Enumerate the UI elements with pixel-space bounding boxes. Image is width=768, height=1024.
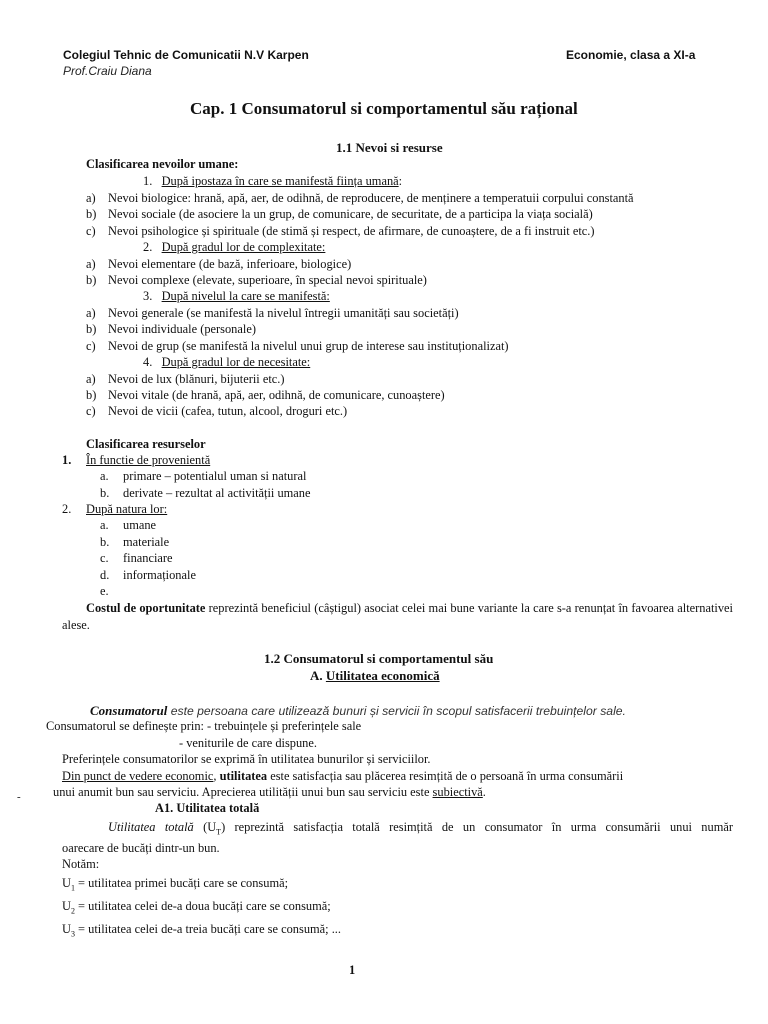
subsection-heading-a: [310, 669, 440, 683]
subjective-term: subiectivă: [432, 785, 483, 799]
consumer-defined-line-1: Consumatorul se definește prin: - trebuințele și preferințele sale: [46, 719, 362, 733]
needs-group-3-number: 3.: [143, 289, 153, 303]
list-item: financiare: [123, 551, 173, 565]
list-marker: c): [86, 339, 96, 353]
consumer-definition: [90, 704, 626, 718]
consumer-term: Consumatorul: [90, 703, 168, 718]
consumer-definition-text: este persoana care utilizează bunuri și servicii în scopul satisfacerii trebuințelor sale.: [167, 704, 626, 718]
list-marker: e.: [100, 584, 109, 598]
needs-group-4-title: [143, 355, 310, 369]
list-marker: d.: [100, 568, 110, 582]
needs-classification-label: Clasificarea nevoilor umane: [86, 157, 235, 171]
resources-group-2-number: 2.: [62, 502, 72, 516]
needs-group-1-title: [143, 174, 402, 188]
opportunity-cost-term: Costul de oportunitate: [86, 601, 206, 615]
consumer-defined-line-2: - veniturile de care dispune.: [179, 736, 317, 750]
list-marker: b.: [100, 486, 110, 500]
section-heading-1-2: 1.2 Consumatorul si comportamentul său: [264, 651, 494, 666]
utility-line-2-text: unui anumit bun sau serviciu. Aprecierea utilității unui bun sau serviciu este: [53, 785, 433, 799]
needs-group-1-label: După ipostaza în care se manifestă ființa umană: [161, 174, 399, 188]
list-item: Nevoi sociale (de asociere la un grup, de comunicare, de securitate, de a participa la viața socială): [108, 207, 593, 221]
subsection-prefix: A.: [310, 668, 326, 683]
utility-subscript: 3: [70, 929, 75, 939]
teacher-name: Prof.Craiu Diana: [63, 64, 152, 78]
total-utility-definition-text: ) reprezintă satisfacția totală resimțită de un consumator în urma consumării unui număr: [221, 820, 733, 834]
resources-group-1-number: 1.: [62, 453, 72, 467]
needs-group-4-number: 4.: [143, 355, 153, 369]
utility-notation-row: [62, 922, 341, 941]
page-number: 1: [349, 963, 356, 977]
needs-group-1-suffix: :: [398, 174, 403, 188]
economic-view-label: Din punct de vedere economic: [62, 769, 214, 783]
needs-group-3-label: După nivelul la care se manifestă:: [161, 289, 330, 303]
list-item: Nevoi de vicii (cafea, tutun, alcool, droguri etc.): [108, 404, 348, 418]
utility-definition-line-1: [62, 769, 623, 783]
needs-group-4-label: După gradul lor de necesitate:: [161, 355, 311, 369]
list-marker: b): [86, 388, 97, 402]
period: .: [482, 785, 486, 799]
list-marker: a): [86, 306, 96, 320]
total-utility-definition: [108, 820, 733, 839]
list-item: Nevoi complexe (elevate, superioare, în special nevoi spirituale): [108, 273, 427, 287]
list-marker: c): [86, 404, 96, 418]
total-utility-line-2: oarecare de bucăți dintr-un bun.: [62, 841, 220, 855]
utility-notation-row: [62, 899, 331, 918]
utility-subscript: 1: [70, 883, 75, 893]
total-utility-heading: A1. Utilitatea totală: [155, 801, 260, 815]
needs-group-1-number: 1.: [143, 174, 153, 188]
list-item: informaționale: [123, 568, 196, 582]
list-item: Nevoi de lux (blănuri, bijuterii etc.): [108, 372, 285, 386]
list-marker: a.: [100, 469, 109, 483]
utility-symbol: U: [62, 876, 71, 890]
page-title: Cap. 1 Consumatorul si comportamentul său rațional: [190, 99, 578, 118]
total-utility-term: Utilitatea totală: [108, 820, 194, 834]
side-mark: -: [17, 791, 21, 803]
total-utility-subscript: T: [216, 827, 222, 837]
needs-group-2-number: 2.: [143, 240, 153, 254]
list-marker: a.: [100, 518, 109, 532]
list-item: derivate – rezultat al activității umane: [123, 486, 311, 500]
subsection-title: Utilitatea economică: [325, 668, 440, 683]
utility-definition-text: este satisfacția sau plăcerea resimțită de o persoană în urma consumării: [267, 769, 624, 783]
section-heading-1-1: 1.1 Nevoi si resurse: [336, 140, 443, 155]
list-item: Nevoi biologice: hrană, apă, aer, de odihnă, de reproducere, de menținere a temperatuii corpului constantă: [108, 191, 634, 205]
list-marker: b): [86, 322, 97, 336]
needs-group-2-label: După gradul lor de complexitate:: [161, 240, 326, 254]
list-marker: a): [86, 191, 96, 205]
utility-symbol: U: [62, 899, 71, 913]
list-item: umane: [123, 518, 157, 532]
resources-group-1-title: În functie de provenientă: [86, 453, 211, 467]
resources-group-2-title: După natura lor:: [86, 502, 168, 516]
utility-notation-text: = utilitatea celei de-a doua bucăți care se consumă;: [74, 899, 331, 913]
needs-classification-colon: :: [234, 157, 239, 171]
needs-group-2-title: [143, 240, 325, 254]
list-item: Nevoi vitale (de hrană, apă, aer, odihnă, de comunicare, cunoaștere): [108, 388, 445, 402]
list-item: Nevoi psihologice și spirituale (de stimă și respect, de afirmare, de cunoaștere, de a fi instruit etc.): [108, 224, 595, 238]
utility-subscript: 2: [70, 906, 75, 916]
list-item: Nevoi generale (se manifestă la nivelul întregii umanități sau societăți): [108, 306, 459, 320]
school-name: Colegiul Tehnic de Comunicatii N.V Karpen: [63, 48, 309, 62]
list-marker: b): [86, 273, 97, 287]
utility-notation-text: = utilitatea celei de-a treia bucăți care se consumă; ...: [74, 922, 341, 936]
utility-definition-line-2: [53, 785, 486, 799]
list-item: primare – potentialul uman si natural: [123, 469, 307, 483]
list-marker: b): [86, 207, 97, 221]
total-utility-symbol: (U: [193, 820, 217, 834]
comma: ,: [213, 769, 220, 783]
utility-notation-row: [62, 876, 288, 895]
list-marker: c.: [100, 551, 109, 565]
needs-classification-heading: [86, 157, 238, 171]
opportunity-cost-definition: reprezintă beneficiul (câștigul) asociat celei mai bune variante la care s-a renunțat în favoarea alternativei alese.: [62, 601, 733, 632]
preferences-line: Preferințele consumatorilor se exprimă în utilitatea bunurilor și serviciilor.: [62, 752, 431, 766]
list-marker: a): [86, 257, 96, 271]
needs-group-3-title: [143, 289, 330, 303]
utility-notation-text: = utilitatea primei bucăți care se consumă;: [74, 876, 289, 890]
notation-label: Notăm:: [62, 857, 100, 871]
list-item: materiale: [123, 535, 170, 549]
list-item: Nevoi elementare (de bază, inferioare, biologice): [108, 257, 352, 271]
list-marker: b.: [100, 535, 110, 549]
resources-heading: Clasificarea resurselor: [86, 437, 206, 451]
utility-term: utilitatea: [219, 769, 268, 783]
list-item: Nevoi individuale (personale): [108, 322, 256, 336]
opportunity-cost-paragraph: [62, 600, 733, 633]
utility-symbol: U: [62, 922, 71, 936]
list-marker: a): [86, 372, 96, 386]
subject-label: Economie, clasa a XI-a: [566, 48, 696, 62]
list-marker: c): [86, 224, 96, 238]
list-item: Nevoi de grup (se manifestă la nivelul unui grup de interese sau instituționalizat): [108, 339, 509, 353]
